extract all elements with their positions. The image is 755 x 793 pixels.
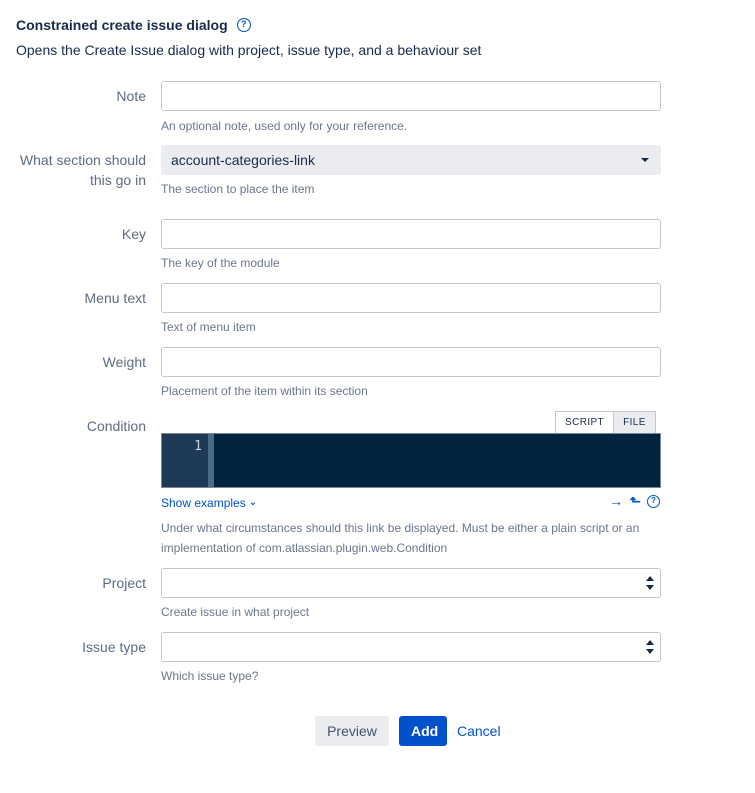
weight-input[interactable] bbox=[161, 347, 661, 377]
project-hint: Create issue in what project bbox=[161, 605, 310, 619]
issue-type-hint: Which issue type? bbox=[161, 669, 259, 683]
title-row bbox=[16, 17, 481, 33]
caret-down-icon bbox=[641, 158, 649, 162]
issue-type-label: Issue type bbox=[82, 639, 146, 655]
dialog-header bbox=[16, 17, 481, 58]
project-select[interactable] bbox=[161, 568, 661, 598]
note-label: Note bbox=[116, 88, 146, 104]
show-examples-link[interactable] bbox=[161, 496, 257, 510]
page-subtitle: Opens the Create Issue dialog with project, issue type, and a behaviour set bbox=[16, 42, 482, 58]
section-field-wrap bbox=[161, 145, 661, 199]
editor-help-icon[interactable]: ? bbox=[647, 495, 660, 508]
help-icon[interactable]: ? bbox=[237, 18, 251, 32]
key-input[interactable] bbox=[161, 219, 661, 249]
issue-type-field-wrap bbox=[161, 632, 661, 686]
section-dropdown-value: account-categories-link bbox=[171, 152, 315, 168]
updown-arrows-icon bbox=[646, 640, 654, 654]
add-button[interactable]: Add bbox=[399, 716, 447, 746]
line-number: 1 bbox=[194, 439, 202, 454]
condition-label: Condition bbox=[86, 418, 146, 434]
updown-arrows-icon bbox=[646, 576, 654, 590]
editor-active-line-marker bbox=[208, 434, 214, 487]
key-field-wrap bbox=[161, 219, 661, 273]
script-file-tabs bbox=[555, 411, 656, 433]
issue-type-select[interactable] bbox=[161, 632, 661, 662]
condition-hint: Under what circumstances should this link be displayed. Must be either a plain script or an implementation of com.atlassian.plugin.web.Condition bbox=[161, 521, 640, 555]
show-examples-label: Show examples bbox=[161, 496, 246, 510]
key-hint: The key of the module bbox=[161, 256, 280, 270]
project-label: Project bbox=[102, 575, 146, 591]
tab-script[interactable]: SCRIPT bbox=[555, 411, 614, 433]
editor-toolbar bbox=[161, 493, 661, 514]
menu-text-hint: Text of menu item bbox=[161, 320, 256, 334]
weight-label: Weight bbox=[102, 354, 146, 370]
chevron-double-down-icon: ⌄ bbox=[248, 497, 258, 508]
undo-arrow-icon[interactable]: ⬑ bbox=[629, 493, 641, 509]
section-dropdown[interactable] bbox=[161, 145, 661, 175]
form-actions bbox=[315, 716, 511, 746]
project-field-wrap bbox=[161, 568, 661, 622]
note-field-wrap bbox=[161, 81, 661, 136]
tab-file[interactable]: FILE bbox=[614, 411, 656, 433]
preview-button[interactable]: Preview bbox=[315, 716, 389, 746]
condition-code-editor[interactable] bbox=[161, 433, 661, 488]
weight-field-wrap bbox=[161, 347, 661, 401]
section-label: What section should this go in bbox=[19, 152, 146, 188]
cancel-button[interactable]: Cancel bbox=[447, 716, 511, 746]
arrow-right-icon[interactable]: → bbox=[609, 493, 624, 509]
menu-text-field-wrap bbox=[161, 283, 661, 337]
editor-icons bbox=[609, 493, 660, 509]
page-title: Constrained create issue dialog bbox=[16, 17, 228, 33]
note-input[interactable] bbox=[161, 81, 661, 111]
weight-hint: Placement of the item within its section bbox=[161, 384, 368, 398]
note-hint: An optional note, used only for your reference. bbox=[161, 119, 408, 133]
menu-text-input[interactable] bbox=[161, 283, 661, 313]
editor-gutter bbox=[162, 434, 208, 487]
section-hint: The section to place the item bbox=[161, 182, 315, 196]
menu-text-label: Menu text bbox=[84, 290, 146, 306]
key-label: Key bbox=[121, 226, 146, 242]
